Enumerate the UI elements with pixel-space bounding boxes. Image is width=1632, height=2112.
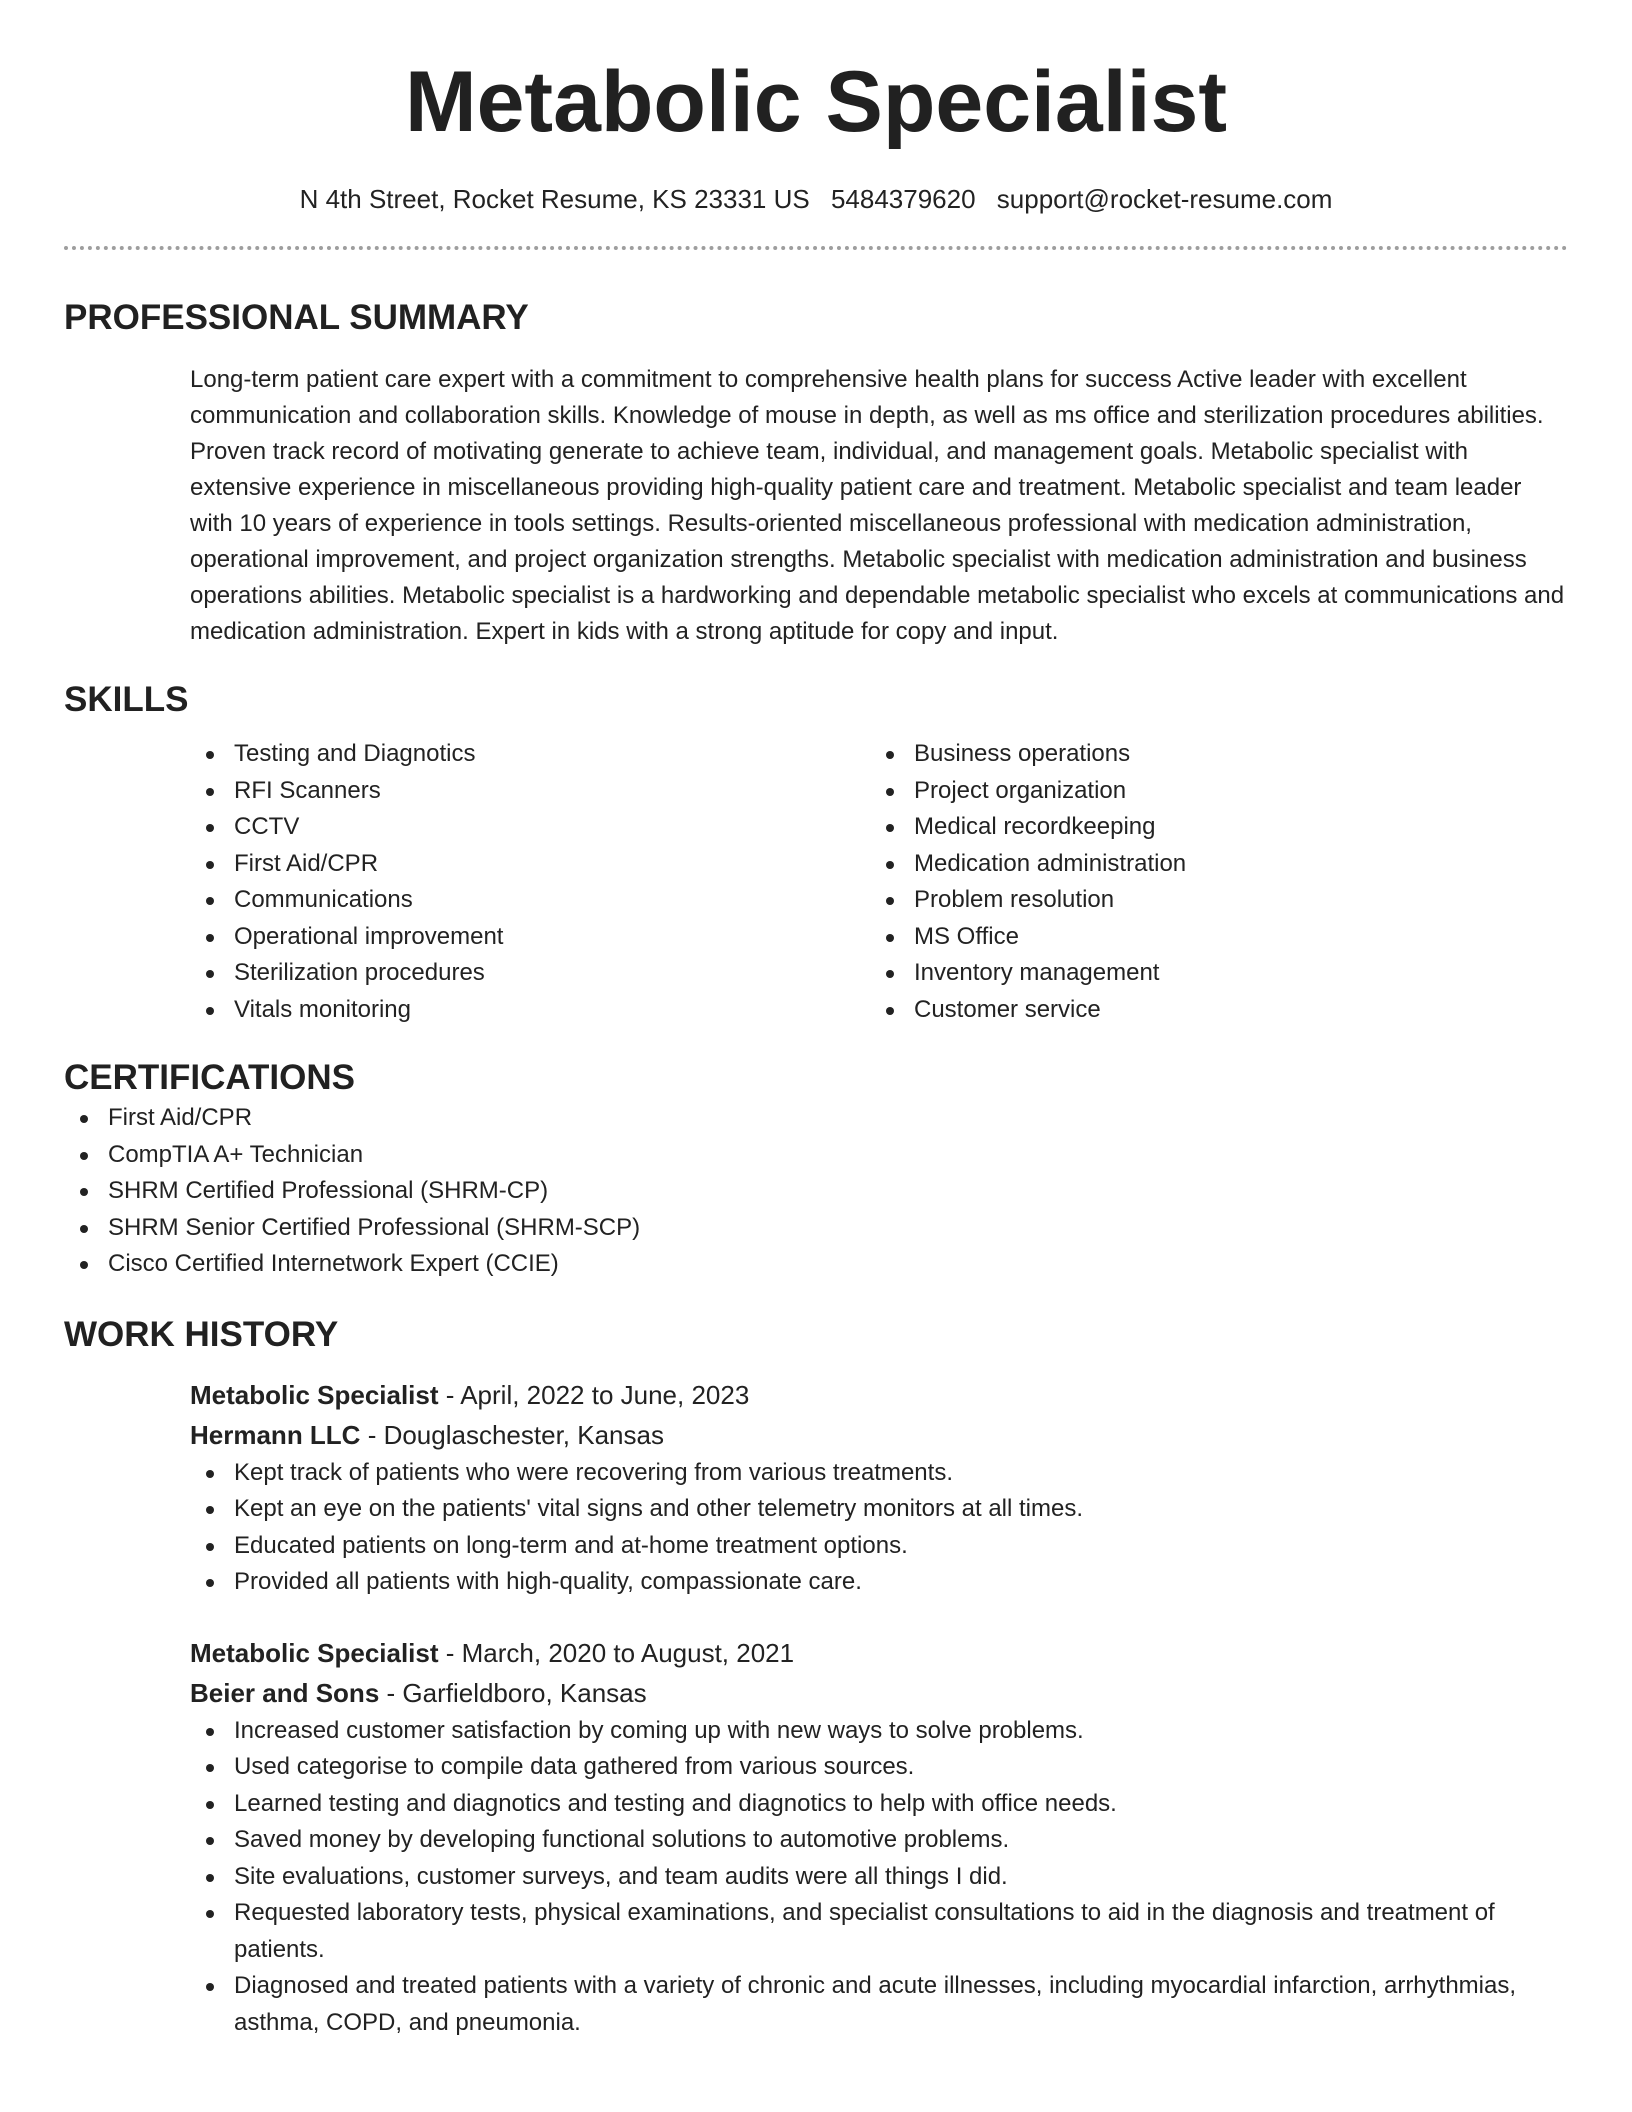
job-duty: Kept track of patients who were recovering from various treatments. xyxy=(190,1455,1568,1492)
summary-text: Long-term patient care expert with a commitment to comprehensive health plans for success Active leader with excellent communication and collaboration skills. Knowledge of mouse in depth, as well as ms office and sterilization procedures abilities. Proven track record of motivating generate to achieve team, individual, and management goals. Metabolic specialist with extensive experience in miscellaneous providing high-quality patient care and treatment. Metabolic specialist and team leader with 10 years of experience in tools settings. Results-oriented miscellaneous professional with medication administration, operational improvement, and project organization strengths. Metabolic specialist with medication administration and business operations abilities. Metabolic specialist is a hardworking and dependable metabolic specialist who excels at communications and medication administration. Expert in kids with a strong aptitude for copy and input. xyxy=(190,366,1565,645)
skill-item: Customer service xyxy=(870,992,1550,1029)
job-duty: Requested laboratory tests, physical examinations, and specialist consultations to aid in the diagnosis and treatment of patients. xyxy=(190,1895,1568,1968)
job-duty: Saved money by developing functional solutions to automotive problems. xyxy=(190,1822,1568,1859)
certification-item: Cisco Certified Internetwork Expert (CCIE) xyxy=(64,1246,1568,1283)
job-duties-list xyxy=(190,1713,1568,2042)
skills-column-right xyxy=(870,736,1550,1028)
contact-address: N 4th Street, Rocket Resume, KS 23331 US xyxy=(299,184,810,214)
contact-phone: 5484379620 xyxy=(830,184,976,214)
job-company: Beier and Sons xyxy=(190,1677,380,1708)
certification-item: CompTIA A+ Technician xyxy=(64,1137,1568,1174)
certification-item: SHRM Senior Certified Professional (SHRM-SCP) xyxy=(64,1210,1568,1247)
job-dates: - April, 2022 to June, 2023 xyxy=(438,1379,750,1410)
job-duty: Increased customer satisfaction by coming up with new ways to solve problems. xyxy=(190,1713,1568,1750)
contact-info xyxy=(64,182,1568,216)
job-dates: - March, 2020 to August, 2021 xyxy=(438,1637,795,1668)
job-duty: Provided all patients with high-quality, compassionate care. xyxy=(190,1564,1568,1601)
job-company-line xyxy=(190,1415,1568,1455)
skill-item: Testing and Diagnotics xyxy=(190,736,870,773)
job-title-line xyxy=(190,1375,1568,1415)
job-company-line xyxy=(190,1673,1568,1713)
job-entry xyxy=(190,1633,1568,2042)
job-location: - Garfieldboro, Kansas xyxy=(379,1677,647,1708)
certification-item: SHRM Certified Professional (SHRM-CP) xyxy=(64,1173,1568,1210)
skill-item: Communications xyxy=(190,882,870,919)
summary-heading: PROFESSIONAL SUMMARY xyxy=(64,298,529,337)
skill-item: Problem resolution xyxy=(870,882,1550,919)
certifications-list xyxy=(64,1100,1568,1283)
skill-item: Project organization xyxy=(870,773,1550,810)
job-duty: Learned testing and diagnotics and testing and diagnotics to help with office needs. xyxy=(190,1786,1568,1823)
skill-item: Operational improvement xyxy=(190,919,870,956)
job-role: Metabolic Specialist xyxy=(190,1379,439,1410)
certifications-heading: CERTIFICATIONS xyxy=(64,1058,356,1097)
skill-item: Sterilization procedures xyxy=(190,955,870,992)
skill-item: First Aid/CPR xyxy=(190,846,870,883)
job-role: Metabolic Specialist xyxy=(190,1637,439,1668)
skill-item: MS Office xyxy=(870,919,1550,956)
skill-item: Inventory management xyxy=(870,955,1550,992)
job-company: Hermann LLC xyxy=(190,1419,361,1450)
skill-item: RFI Scanners xyxy=(190,773,870,810)
job-location: - Douglaschester, Kansas xyxy=(360,1419,664,1450)
job-entry xyxy=(190,1375,1568,1601)
job-duty: Kept an eye on the patients' vital signs and other telemetry monitors at all times. xyxy=(190,1491,1568,1528)
job-duty: Used categorise to compile data gathered from various sources. xyxy=(190,1749,1568,1786)
skill-item: Business operations xyxy=(870,736,1550,773)
skills-list xyxy=(190,736,1568,1028)
job-duties-list xyxy=(190,1455,1568,1601)
skill-item: Vitals monitoring xyxy=(190,992,870,1029)
job-duty: Diagnosed and treated patients with a variety of chronic and acute illnesses, including myocardial infarction, arrhythmias, asthma, COPD, and pneumonia. xyxy=(190,1968,1568,2041)
skills-heading: SKILLS xyxy=(64,680,189,719)
page-title: Metabolic Specialist xyxy=(404,54,1228,150)
skill-item: CCTV xyxy=(190,809,870,846)
job-duty: Educated patients on long-term and at-home treatment options. xyxy=(190,1528,1568,1565)
skills-column-left xyxy=(190,736,870,1028)
skill-item: Medical recordkeeping xyxy=(870,809,1550,846)
job-title-line xyxy=(190,1633,1568,1673)
certification-item: First Aid/CPR xyxy=(64,1100,1568,1137)
contact-email: support@rocket-resume.com xyxy=(996,184,1333,214)
job-duty: Site evaluations, customer surveys, and team audits were all things I did. xyxy=(190,1859,1568,1896)
header-divider xyxy=(64,246,1568,250)
work-history-heading: WORK HISTORY xyxy=(64,1314,339,1354)
skill-item: Medication administration xyxy=(870,846,1550,883)
